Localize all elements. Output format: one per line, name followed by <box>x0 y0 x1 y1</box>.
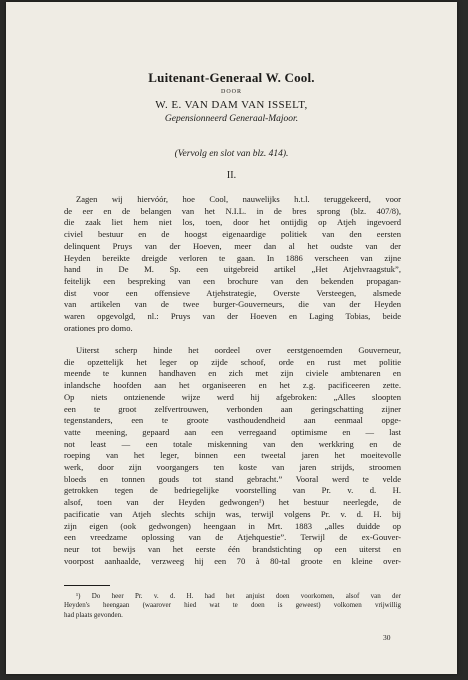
body-line: Zagen wij hiervóór, hoe Cool, nauwelijks h.t.l. teruggekeerd, voor <box>76 194 401 204</box>
body-line: voorpost aanhaalde, verzweeg hij een 70 à 80-tal groote en kleine over- <box>64 555 401 566</box>
body-line: meende te kunnen handhaven en zich met zijn civiele ambtenaren en <box>64 368 401 379</box>
body-line: orationes pro domo. <box>64 322 133 333</box>
body-line: een te groot zelfvertrouwen, verbonden aan geringschatting zijner <box>64 403 401 414</box>
body-line: hand in De M. Sp. een uitgebreid artikel „Het Atjehvraagstuk”, <box>64 264 401 275</box>
section-heading: II. <box>226 170 237 181</box>
footnote-line: had plaats gevonden. <box>64 610 123 619</box>
body-line: een vreedzame oplossing van de Atjehquestie”. Terwijl de ex-Gouver- <box>64 532 401 543</box>
body-line: roeping van het leger, binnen een tweetal jaren het moeitevolle <box>64 450 401 461</box>
body-line: vatte meening, gepaard aan een verregaand optimisme en — last <box>64 426 401 437</box>
author-name: W. E. VAN DAM VAN ISSELT, <box>155 99 308 111</box>
footnote <box>64 592 401 620</box>
paragraph-1 <box>64 194 401 334</box>
body-line: van artikelen van de twee burger-Gouverneurs, die van der Heyden <box>64 299 401 310</box>
body-line: not least — een totale miskenning van den werkkring en de <box>64 438 401 449</box>
body-line: werk, door zijn voorgangers ten koste van jaren strijds, stroomen <box>64 462 401 473</box>
body-line: dist voor een offensieve Atjehstrategie, Overste Versteegen, alsmede <box>64 287 401 298</box>
body-line: delinquent Pruys van der Hoeven, meer dan al het oudste van der <box>64 240 401 251</box>
body-line: die zaak liet hem niet los, toen, door het ontijdig op Atjeh ingevoerd <box>64 217 401 228</box>
body-line: de eer en de belangen van het N.I.L. in de bres sprong (blz. 407/8), <box>64 205 401 216</box>
continuation-note: (Vervolg en slot van blz. 414). <box>174 149 289 159</box>
body-line: feitelijk een bespreking van een brochure van den bekenden propagan- <box>64 275 401 286</box>
body-line: waren opgevolgd, nl.: Pruys van der Hoeven en Laging Tobias, beide <box>64 311 401 322</box>
byline-label: DOOR <box>220 89 242 95</box>
footnote-divider <box>64 585 110 586</box>
body-line: inlandsche hoofden aan het organiseeren en het z.g. pacificeeren zette. <box>64 380 401 391</box>
body-line: alsof, toen van der Heyden gedwongen¹) het bestuur neerlegde, de <box>64 497 401 508</box>
body-line: getrokken tegen de bedriegelijke voorstelling van Pr. v. d. H. <box>64 485 401 496</box>
document-page <box>6 2 457 674</box>
body-line: pacificatie van Atjeh slechts schijn was, terwijl volgens Pr. v. d. H. bij <box>64 508 401 519</box>
body-line: Uiterst scherp hinde het oordeel over eerstgenoemden Gouverneur, <box>76 345 401 355</box>
body-line: neur tot bewijs van het eerste één brandstichting op een uiterst en <box>64 543 401 554</box>
body-line: Op niets ontzienende wijze werd hij afgebroken: „Alles sloopten <box>64 391 401 402</box>
body-line: bloeds en tonnen gouds tot stand gebracht.” Vooral werd te velde <box>64 473 401 484</box>
body-line: zijn eigen (ook gedwongen) heengaan in Mrt. 1883 „alles duidde op <box>64 520 401 531</box>
footnote-line: Heyden's heengaan (waarover hied wat te doen is geweest) volkomen vrijwillig <box>64 601 401 610</box>
page-number: 30 <box>383 633 391 642</box>
body-line: Heyden bereikte dreigde verloren te gaan. In 1886 verscheen van zijne <box>64 252 401 263</box>
body-line: tegenstanders, een te groote vasthoudendheid aan eenmaal opge- <box>64 415 401 426</box>
footnote-line: ¹) Do heer Pr. v. d. H. had het anjuist doen voorkomen, alsof van der <box>76 592 401 600</box>
paragraph-2 <box>64 345 401 567</box>
article-title: Luitenant-Generaal W. Cool. <box>148 70 315 85</box>
body-line: die opzettelijk het leger op zijde schoof, orde en rust met politie <box>64 356 401 367</box>
body-line: civiel bestuur en de hoogst eigenaardige politiek van den eersten <box>64 229 401 240</box>
author-role: Gepensionneerd Generaal-Majoor. <box>164 114 299 124</box>
